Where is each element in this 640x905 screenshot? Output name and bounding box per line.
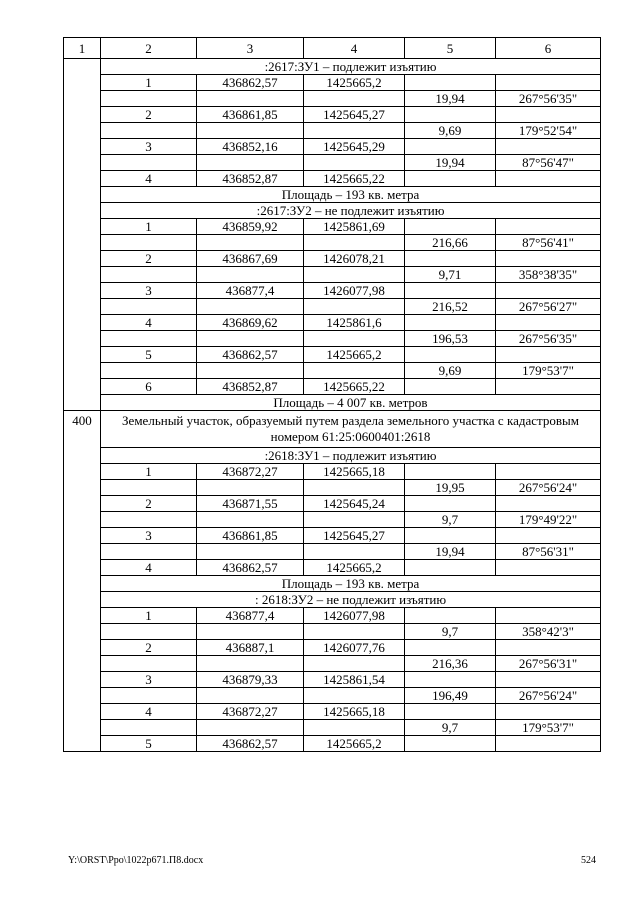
empty-cell xyxy=(304,624,405,640)
coord-y: 1425665,22 xyxy=(304,171,405,187)
empty-cell xyxy=(405,560,496,576)
section-title-row xyxy=(64,203,601,219)
point-row xyxy=(64,608,601,624)
empty-cell xyxy=(496,608,601,624)
empty-cell xyxy=(197,544,304,560)
point-row xyxy=(64,379,601,395)
empty-cell xyxy=(496,736,601,752)
empty-cell xyxy=(496,315,601,331)
empty-cell xyxy=(405,107,496,123)
header-cell: 1 xyxy=(64,38,101,59)
empty-cell xyxy=(304,331,405,347)
point-number: 1 xyxy=(101,219,197,235)
point-number: 1 xyxy=(101,464,197,480)
segment-row xyxy=(64,299,601,315)
area-text: Площадь – 193 кв. метра xyxy=(101,576,601,592)
coord-y: 1425665,18 xyxy=(304,464,405,480)
empty-cell xyxy=(405,640,496,656)
empty-cell xyxy=(496,75,601,91)
segment-angle: 267°56'35" xyxy=(496,331,601,347)
point-row xyxy=(64,464,601,480)
empty-cell xyxy=(304,363,405,379)
empty-cell xyxy=(405,736,496,752)
coord-y: 1425861,6 xyxy=(304,315,405,331)
coord-x: 436867,69 xyxy=(197,251,304,267)
coord-y: 1425665,2 xyxy=(304,75,405,91)
empty-cell xyxy=(405,464,496,480)
coord-x: 436872,27 xyxy=(197,464,304,480)
empty-cell xyxy=(496,640,601,656)
header-cell: 4 xyxy=(304,38,405,59)
segment-length: 9,7 xyxy=(405,720,496,736)
empty-cell xyxy=(496,171,601,187)
point-number: 4 xyxy=(101,560,197,576)
point-number: 3 xyxy=(101,528,197,544)
section-title-row xyxy=(64,592,601,608)
empty-cell xyxy=(304,656,405,672)
header-cell: 2 xyxy=(101,38,197,59)
coord-x: 436852,16 xyxy=(197,139,304,155)
plot-number-cell: 400 xyxy=(64,411,101,752)
empty-cell xyxy=(101,91,197,107)
coord-y: 1425665,22 xyxy=(304,379,405,395)
empty-cell xyxy=(496,139,601,155)
segment-angle: 87°56'47" xyxy=(496,155,601,171)
coord-x: 436862,57 xyxy=(197,560,304,576)
segment-angle: 358°42'3" xyxy=(496,624,601,640)
point-number: 5 xyxy=(101,736,197,752)
empty-cell xyxy=(405,608,496,624)
segment-angle: 267°56'35" xyxy=(496,91,601,107)
empty-cell xyxy=(101,480,197,496)
empty-cell xyxy=(304,123,405,139)
coord-x: 436877,4 xyxy=(197,608,304,624)
empty-cell xyxy=(496,107,601,123)
empty-cell xyxy=(405,704,496,720)
empty-cell xyxy=(197,299,304,315)
segment-length: 9,69 xyxy=(405,363,496,379)
header-cell: 5 xyxy=(405,38,496,59)
section-title-row xyxy=(64,448,601,464)
point-number: 1 xyxy=(101,608,197,624)
empty-cell xyxy=(405,75,496,91)
coord-y: 1425665,2 xyxy=(304,736,405,752)
empty-cell xyxy=(304,688,405,704)
empty-cell xyxy=(496,496,601,512)
segment-length: 19,95 xyxy=(405,480,496,496)
coord-x: 436852,87 xyxy=(197,171,304,187)
empty-cell xyxy=(496,219,601,235)
empty-cell xyxy=(197,331,304,347)
point-row xyxy=(64,640,601,656)
empty-cell xyxy=(496,672,601,688)
empty-cell xyxy=(405,171,496,187)
coord-y: 1425645,24 xyxy=(304,496,405,512)
empty-cell xyxy=(197,720,304,736)
segment-row xyxy=(64,624,601,640)
point-row xyxy=(64,560,601,576)
coord-y: 1425665,2 xyxy=(304,560,405,576)
point-number: 5 xyxy=(101,347,197,363)
point-row xyxy=(64,736,601,752)
header-cell: 6 xyxy=(496,38,601,59)
segment-angle: 358°38'35" xyxy=(496,267,601,283)
segment-length: 19,94 xyxy=(405,544,496,560)
point-number: 1 xyxy=(101,75,197,91)
segment-angle: 267°56'27" xyxy=(496,299,601,315)
segment-row xyxy=(64,155,601,171)
empty-cell xyxy=(496,560,601,576)
empty-cell xyxy=(101,155,197,171)
empty-cell xyxy=(405,315,496,331)
empty-cell xyxy=(496,704,601,720)
empty-cell xyxy=(101,688,197,704)
segment-row xyxy=(64,91,601,107)
empty-cell xyxy=(101,267,197,283)
empty-cell xyxy=(304,267,405,283)
segment-angle: 179°49'22" xyxy=(496,512,601,528)
coord-x: 436861,85 xyxy=(197,528,304,544)
point-number: 3 xyxy=(101,139,197,155)
area-text: Площадь – 193 кв. метра xyxy=(101,187,601,203)
segment-angle: 179°53'7" xyxy=(496,363,601,379)
empty-cell xyxy=(405,528,496,544)
point-row xyxy=(64,219,601,235)
point-number: 4 xyxy=(101,171,197,187)
empty-cell xyxy=(304,544,405,560)
coord-y: 1425665,18 xyxy=(304,704,405,720)
point-number: 3 xyxy=(101,283,197,299)
empty-cell xyxy=(101,363,197,379)
coord-x: 436859,92 xyxy=(197,219,304,235)
empty-cell xyxy=(304,299,405,315)
empty-cell xyxy=(405,283,496,299)
section-title: : 2618:ЗУ2 – не подлежит изъятию xyxy=(101,592,601,608)
point-row xyxy=(64,251,601,267)
segment-length: 196,49 xyxy=(405,688,496,704)
point-number: 2 xyxy=(101,251,197,267)
segment-length: 196,53 xyxy=(405,331,496,347)
empty-cell xyxy=(405,379,496,395)
area-row xyxy=(64,187,601,203)
empty-cell xyxy=(197,123,304,139)
segment-length: 216,36 xyxy=(405,656,496,672)
section-title: :2617:ЗУ2 – не подлежит изъятию xyxy=(101,203,601,219)
empty-cell xyxy=(197,91,304,107)
empty-cell xyxy=(304,235,405,251)
empty-cell xyxy=(405,496,496,512)
segment-row xyxy=(64,123,601,139)
coord-x: 436862,57 xyxy=(197,736,304,752)
coord-y: 1426077,98 xyxy=(304,283,405,299)
point-row xyxy=(64,283,601,299)
empty-cell xyxy=(197,155,304,171)
section-title-row xyxy=(64,59,601,75)
segment-length: 216,52 xyxy=(405,299,496,315)
segment-length: 19,94 xyxy=(405,91,496,107)
segment-length: 19,94 xyxy=(405,155,496,171)
empty-cell xyxy=(101,624,197,640)
point-row xyxy=(64,315,601,331)
empty-cell xyxy=(304,512,405,528)
empty-cell xyxy=(101,544,197,560)
empty-cell xyxy=(101,656,197,672)
empty-cell xyxy=(304,91,405,107)
coord-x: 436861,85 xyxy=(197,107,304,123)
coord-y: 1425665,2 xyxy=(304,347,405,363)
plot-description-row xyxy=(64,411,601,448)
empty-cell xyxy=(197,512,304,528)
segment-row xyxy=(64,656,601,672)
point-row xyxy=(64,107,601,123)
point-row xyxy=(64,672,601,688)
segment-row xyxy=(64,267,601,283)
point-number: 4 xyxy=(101,315,197,331)
empty-cell xyxy=(405,251,496,267)
empty-cell xyxy=(304,155,405,171)
area-row xyxy=(64,395,601,411)
empty-cell xyxy=(304,480,405,496)
coord-x: 436887,1 xyxy=(197,640,304,656)
coord-x: 436852,87 xyxy=(197,379,304,395)
empty-cell xyxy=(496,347,601,363)
empty-cell xyxy=(101,720,197,736)
empty-cell xyxy=(101,123,197,139)
coord-x: 436869,62 xyxy=(197,315,304,331)
segment-row xyxy=(64,235,601,251)
empty-cell xyxy=(197,267,304,283)
coord-y: 1425861,69 xyxy=(304,219,405,235)
empty-cell xyxy=(405,347,496,363)
empty-cell xyxy=(496,464,601,480)
footer-file-path: Y:\ORST\Ppo\1022p671.П8.docx xyxy=(68,855,204,866)
segment-angle: 267°56'24" xyxy=(496,480,601,496)
empty-cell xyxy=(101,235,197,251)
empty-cell xyxy=(405,219,496,235)
segment-length: 9,71 xyxy=(405,267,496,283)
segment-angle: 87°56'31" xyxy=(496,544,601,560)
coord-y: 1426078,21 xyxy=(304,251,405,267)
coord-x: 436872,27 xyxy=(197,704,304,720)
empty-cell xyxy=(197,480,304,496)
coord-x: 436871,55 xyxy=(197,496,304,512)
point-number: 2 xyxy=(101,107,197,123)
empty-cell xyxy=(101,299,197,315)
empty-cell xyxy=(101,512,197,528)
header-cell: 3 xyxy=(197,38,304,59)
plot-description: Земельный участок, образуемый путем раздела земельного участка с кадастровым номером 61:25:0600401:2618 xyxy=(101,411,601,448)
coord-y: 1425645,29 xyxy=(304,139,405,155)
plot-number-cell xyxy=(64,59,101,411)
segment-length: 9,7 xyxy=(405,512,496,528)
point-number: 6 xyxy=(101,379,197,395)
point-number: 2 xyxy=(101,640,197,656)
coord-y: 1425645,27 xyxy=(304,107,405,123)
point-row xyxy=(64,75,601,91)
empty-cell xyxy=(101,331,197,347)
segment-row xyxy=(64,720,601,736)
segment-length: 216,66 xyxy=(405,235,496,251)
point-row xyxy=(64,528,601,544)
empty-cell xyxy=(405,139,496,155)
coord-y: 1426077,76 xyxy=(304,640,405,656)
point-number: 2 xyxy=(101,496,197,512)
point-number: 3 xyxy=(101,672,197,688)
point-row xyxy=(64,171,601,187)
coord-x: 436879,33 xyxy=(197,672,304,688)
segment-angle: 179°52'54" xyxy=(496,123,601,139)
coord-x: 436862,57 xyxy=(197,75,304,91)
coord-x: 436877,4 xyxy=(197,283,304,299)
empty-cell xyxy=(197,688,304,704)
coordinates-table xyxy=(63,37,601,752)
empty-cell xyxy=(197,624,304,640)
segment-row xyxy=(64,512,601,528)
empty-cell xyxy=(496,528,601,544)
empty-cell xyxy=(496,251,601,267)
area-row xyxy=(64,576,601,592)
coord-y: 1426077,98 xyxy=(304,608,405,624)
point-row xyxy=(64,347,601,363)
empty-cell xyxy=(197,656,304,672)
segment-angle: 267°56'31" xyxy=(496,656,601,672)
footer-page-number: 524 xyxy=(581,855,596,866)
segment-row xyxy=(64,688,601,704)
segment-angle: 179°53'7" xyxy=(496,720,601,736)
segment-row xyxy=(64,480,601,496)
table-header-row xyxy=(64,38,601,59)
point-row xyxy=(64,496,601,512)
coord-y: 1425645,27 xyxy=(304,528,405,544)
point-row xyxy=(64,704,601,720)
section-title: :2617:ЗУ1 – подлежит изъятию xyxy=(101,59,601,75)
segment-length: 9,7 xyxy=(405,624,496,640)
segment-row xyxy=(64,363,601,379)
segment-angle: 87°56'41" xyxy=(496,235,601,251)
area-text: Площадь – 4 007 кв. метров xyxy=(101,395,601,411)
coord-y: 1425861,54 xyxy=(304,672,405,688)
segment-angle: 267°56'24" xyxy=(496,688,601,704)
empty-cell xyxy=(304,720,405,736)
segment-row xyxy=(64,544,601,560)
section-title: :2618:ЗУ1 – подлежит изъятию xyxy=(101,448,601,464)
empty-cell xyxy=(197,363,304,379)
point-number: 4 xyxy=(101,704,197,720)
segment-length: 9,69 xyxy=(405,123,496,139)
empty-cell xyxy=(405,672,496,688)
empty-cell xyxy=(496,379,601,395)
point-row xyxy=(64,139,601,155)
coord-x: 436862,57 xyxy=(197,347,304,363)
empty-cell xyxy=(197,235,304,251)
empty-cell xyxy=(496,283,601,299)
segment-row xyxy=(64,331,601,347)
